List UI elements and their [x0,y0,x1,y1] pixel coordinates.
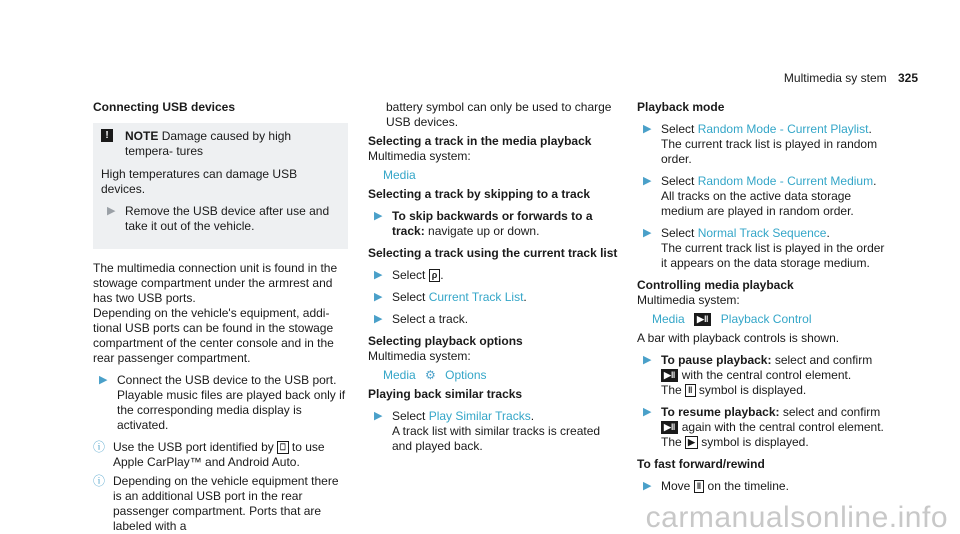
watermark: carmanualsonline.info [645,501,948,534]
step-move [637,479,887,494]
step-pause [637,353,887,398]
column-3 [637,100,887,501]
step-arrow-icon: ▶ [643,123,652,135]
step-skip [368,209,620,239]
menu-media[interactable]: Media [652,312,685,326]
note-title: NOTE [125,129,159,143]
info-rear-port-text: Depending on the vehicle equipment there is an additional USB port in the rear passenger compartment. Ports that are labeled with a [113,474,339,533]
step-select-word: Select [661,226,695,240]
note-title-text: Damage caused by high tempera- tures [125,129,292,158]
heading-connecting-usb: Connecting USB devices [93,100,236,114]
system-label: Multimedia system: [368,349,471,363]
warning-icon: ! [101,129,113,142]
step-arrow-icon: ▶ [99,374,108,386]
step-resume-text: select and confirm [782,405,881,419]
step-similar: ▶ Select Play Similar Tracks. A track list with similar tracks is created and played back. [374,409,601,453]
info-icon: ⓘ [93,474,106,488]
normal-sequence-link[interactable]: Normal Track Sequence [697,226,827,240]
step-select-a-track [368,312,620,327]
pause-icon: ǁ [685,384,695,397]
step-arrow-icon: ▶ [374,410,383,422]
info-carplay-text-b: to use Apple CarPlay™ and Android Auto. [113,440,325,469]
step-pause-bold: To pause playback: [661,353,772,367]
heading-select-track: Selecting a track in the media playback [368,134,592,148]
play-pause-icon: ▶ǁ [694,313,711,326]
current-track-list-link[interactable]: Current Track List [428,290,524,304]
step-arrow-icon: ▶ [643,175,652,187]
heading-playback-options: Selecting playback options [368,334,523,348]
step-normal-sequence-text: The current track list is played in the order it appears on the data storage medium. [661,241,885,270]
menu-path-playback [652,312,887,327]
step-arrow-icon: ▶ [374,210,383,222]
info-rear-port [93,474,348,534]
play-icon: ▶ [685,436,698,449]
step-current-track-list: ▶ Select Current Track List. [374,290,527,304]
note-body: High temperatures can damage USB devices. [101,167,298,196]
column-1 [93,100,348,534]
menu-media[interactable]: Media [383,368,416,382]
step-arrow-icon: ▶ [643,354,652,366]
page-number: 325 [897,71,918,85]
menu-playback-control[interactable]: Playback Control [720,312,812,326]
phone-usb-icon: ⎕ [277,441,288,454]
step-random-playlist-text: The current track list is played in random order. [661,137,878,166]
step-pause-the: The [661,383,682,397]
step-skip-text: navigate up or down. [428,224,540,238]
step-select-period: . [440,268,444,282]
heading-playback-mode: Playback mode [637,100,725,114]
step-connect-text: Connect the USB device to the USB port. Playable music files are played back only if the corresponding media display is activated. [117,373,346,432]
step-resume-the: The [661,435,682,449]
heading-similar-tracks: Playing back similar tracks [368,387,523,401]
step-select-word: Select [392,268,426,282]
bar-text: A bar with playback controls is shown. [637,331,840,345]
para-additional-ports: Depending on the vehicle's equipment, addi- tional USB ports can be found in the stowage compartment of the center console and in the rear passenger compartment. [93,306,334,365]
menu-path-options [383,368,620,383]
note-step-text: Remove the USB device after use and take it out of the vehicle. [125,204,330,233]
step-random-medium: ▶ Select Random Mode - Current Medium. All tracks on the active data storage medium are played in random order. [643,174,877,218]
search-icon: ρ [429,269,441,282]
step-resume-bold: To resume playback: [661,405,780,419]
step-select-word: Select [661,174,695,188]
menu-media: Media [383,168,416,182]
step-arrow-icon: ▶ [374,269,383,281]
heading-controlling-playback: Controlling media playback [637,278,794,292]
info-carplay-text-a: Use the USB port identified by [113,440,274,454]
info-icon: ⓘ [93,440,106,454]
random-playlist-link[interactable]: Random Mode - Current Playlist [697,122,869,136]
step-resume [637,405,887,450]
note-step [101,204,340,234]
step-similar-text: A track list with similar tracks is created and played back. [392,424,601,453]
continued-text: battery symbol can only be used to charge USB devices. [386,100,612,129]
gear-icon: ⚙ [425,368,436,382]
step-arrow-icon: ▶ [107,205,116,217]
step-random-medium-text: All tracks on the active data storage medium are played in random order. [661,189,854,218]
note-box [93,123,348,249]
info-carplay [93,440,348,470]
system-label: Multimedia system: [637,293,740,307]
step-arrow-icon: ▶ [643,406,652,418]
pause-icon: ǁ [694,480,704,493]
random-medium-link[interactable]: Random Mode - Current Medium [697,174,874,188]
step-select-word: Select [392,290,426,304]
step-skip-bold: To skip backwards or forwards to a track: [392,209,593,238]
step-track-text: Select a track. [392,312,469,326]
step-move-text: on the timeline. [707,479,789,493]
play-pause-icon: ▶ǁ [661,421,678,434]
step-arrow-icon: ▶ [643,480,652,492]
menu-options[interactable]: Options [445,368,487,382]
step-pause-text2: with the central control element. [681,368,852,382]
step-arrow-icon: ▶ [643,227,652,239]
step-move-word: Move [661,479,691,493]
column-2 [368,100,620,461]
system-label: Multimedia system: [368,149,471,163]
step-arrow-icon: ▶ [374,291,383,303]
step-pause-shown: symbol is displayed. [698,383,807,397]
step-resume-text2: again with the central control element. [681,420,884,434]
note-header [101,129,340,159]
step-arrow-icon: ▶ [374,313,383,325]
heading-track-list: Selecting a track using the current track list [368,246,618,260]
play-pause-icon: ▶ǁ [661,369,678,382]
heading-skip-track: Selecting a track by skipping to a track [368,187,591,201]
step-normal-sequence: ▶ Select Normal Track Sequence. The current track list is played in the order it appears on the data storage medium. [643,226,885,270]
step-select-word: Select [392,409,426,423]
step-select-search [368,268,620,283]
step-random-playlist: ▶ Select Random Mode - Current Playlist. The current track list is played in random order. [643,122,878,166]
step-select-word: Select [661,122,695,136]
section-title: Multimedia sy stem [783,71,887,85]
page-header [784,71,918,86]
step-connect-usb [93,373,348,433]
step-pause-text: select and confirm [774,353,873,367]
play-similar-tracks-link[interactable]: Play Similar Tracks [428,409,531,423]
para-connection-unit: The multimedia connection unit is found in the stowage compartment under the armrest and has two USB ports. [93,261,338,305]
step-resume-shown: symbol is displayed. [701,435,809,449]
heading-fast-forward: To fast forward/rewind [637,457,765,471]
